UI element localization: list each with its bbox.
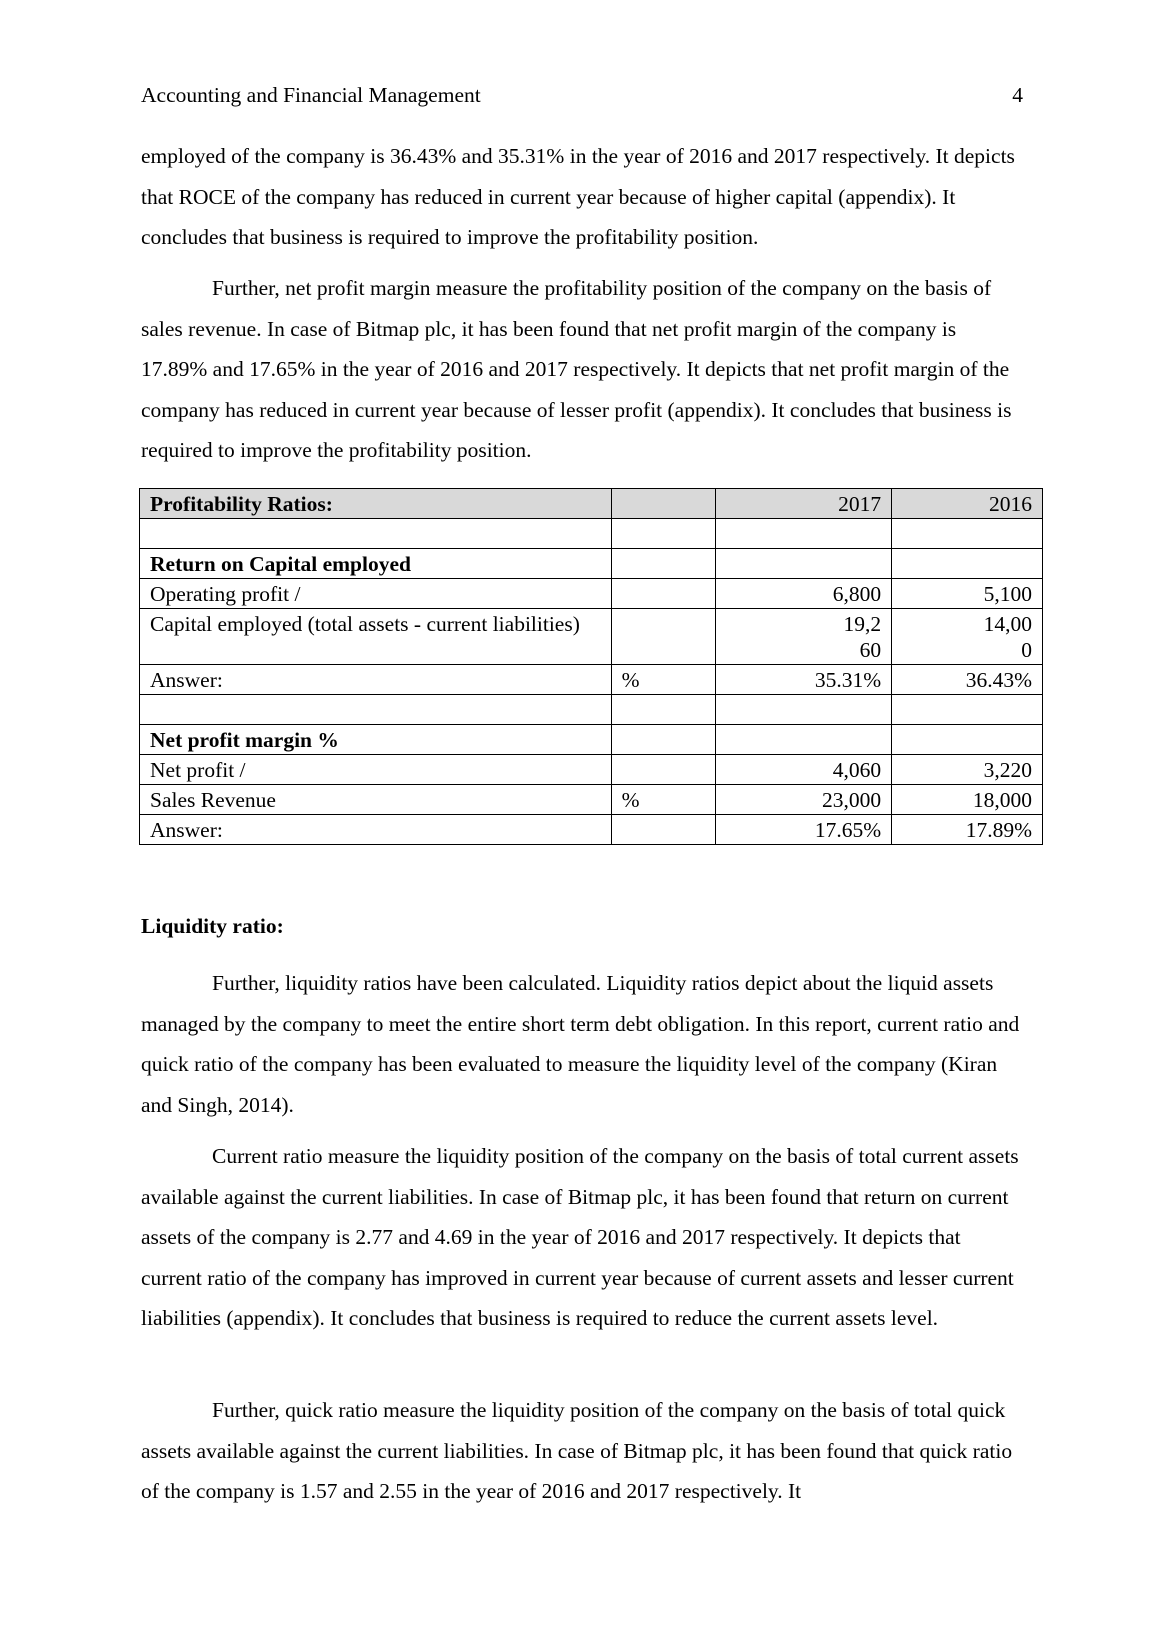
roce-answer-2016: 36.43% [892, 665, 1043, 695]
paragraph-roce-conclusion: employed of the company is 36.43% and 35.31% in the year of 2016 and 2017 respectively. It depicts that ROCE of the company has reduced in current year because of higher capital (appendix). It concludes that business is required to improve the profitability position. [141, 144, 1015, 249]
page-number: 4 [1012, 83, 1023, 107]
sales-revenue-2017: 23,000 [716, 785, 892, 815]
header-year-2016: 2016 [892, 489, 1043, 519]
liquidity-heading: Liquidity ratio: [141, 914, 284, 938]
roce-answer-label: Answer: [140, 665, 612, 695]
header-label: Profitability Ratios: [140, 489, 612, 519]
table-row [140, 785, 1043, 815]
paragraph-quick-ratio: Further, quick ratio measure the liquidity position of the company on the basis of total quick assets available against the current liabilities. In case of Bitmap plc, it has been found that quick ratio of the company is 1.57 and 2.55 in the year of 2016 and 2017 respectively. It [141, 1398, 1013, 1503]
npm-answer-2016: 17.89% [892, 815, 1043, 845]
operating-profit-2016: 5,100 [892, 579, 1043, 609]
sales-revenue-unit: % [611, 785, 716, 815]
net-profit-unit [611, 755, 716, 785]
paragraph-current-ratio: Current ratio measure the liquidity position of the company on the basis of total current assets available against the current liabilities. In case of Bitmap plc, it has been found that return on current assets of the company is 2.77 and 4.69 in the year of 2016 and 2017 respectively. It depicts that current ratio of the company has improved in current year because of current assets and lesser current liabilities (appendix). It concludes that business is required to reduce the current assets level. [141, 1144, 1019, 1330]
capital-employed-2016: 14,000 [983, 612, 1032, 662]
net-profit-label: Net profit / [140, 755, 612, 785]
table-row-npm-title [140, 725, 1043, 755]
npm-answer-unit [611, 815, 716, 845]
table-row [140, 755, 1043, 785]
capital-employed-2017: 19,260 [843, 612, 882, 662]
page-header [141, 80, 1023, 110]
table-row [140, 815, 1043, 845]
operating-profit-unit [611, 579, 716, 609]
table-row-empty [140, 695, 1043, 725]
operating-profit-label: Operating profit / [140, 579, 612, 609]
table-row [140, 609, 1043, 665]
roce-title: Return on Capital employed [140, 549, 612, 579]
header-year-2017: 2017 [716, 489, 892, 519]
sales-revenue-2016: 18,000 [892, 785, 1043, 815]
table-row [140, 665, 1043, 695]
paragraph-net-profit-margin: Further, net profit margin measure the profitability position of the company on the basis of sales revenue. In case of Bitmap plc, it has been found that net profit margin of the company is 17.89% and 17.65% in the year of 2016 and 2017 respectively. It depicts that net profit margin of the company has reduced in current year because of lesser profit (appendix). It concludes that business is required to improve the profitability position. [141, 276, 1012, 462]
roce-answer-unit: % [611, 665, 716, 695]
table-row-empty [140, 519, 1043, 549]
table-row [140, 579, 1043, 609]
operating-profit-2017: 6,800 [716, 579, 892, 609]
net-profit-2017: 4,060 [716, 755, 892, 785]
npm-title: Net profit margin % [140, 725, 612, 755]
capital-employed-label: Capital employed (total assets - current liabilities) [140, 609, 612, 665]
net-profit-2016: 3,220 [892, 755, 1043, 785]
npm-answer-2017: 17.65% [716, 815, 892, 845]
document-title: Accounting and Financial Management [141, 83, 481, 107]
profitability-ratios-table [139, 488, 1043, 845]
sales-revenue-label: Sales Revenue [140, 785, 612, 815]
header-unit [611, 489, 716, 519]
paragraph-liquidity-intro: Further, liquidity ratios have been calculated. Liquidity ratios depict about the liquid assets managed by the company to meet the entire short term debt obligation. In this report, current ratio and quick ratio of the company has been evaluated to measure the liquidity level of the company (Kiran and Singh, 2014). [141, 971, 1020, 1117]
npm-answer-label: Answer: [140, 815, 612, 845]
roce-answer-2017: 35.31% [716, 665, 892, 695]
capital-employed-unit [611, 609, 716, 665]
table-row-roce-title [140, 549, 1043, 579]
table-header-row [140, 489, 1043, 519]
